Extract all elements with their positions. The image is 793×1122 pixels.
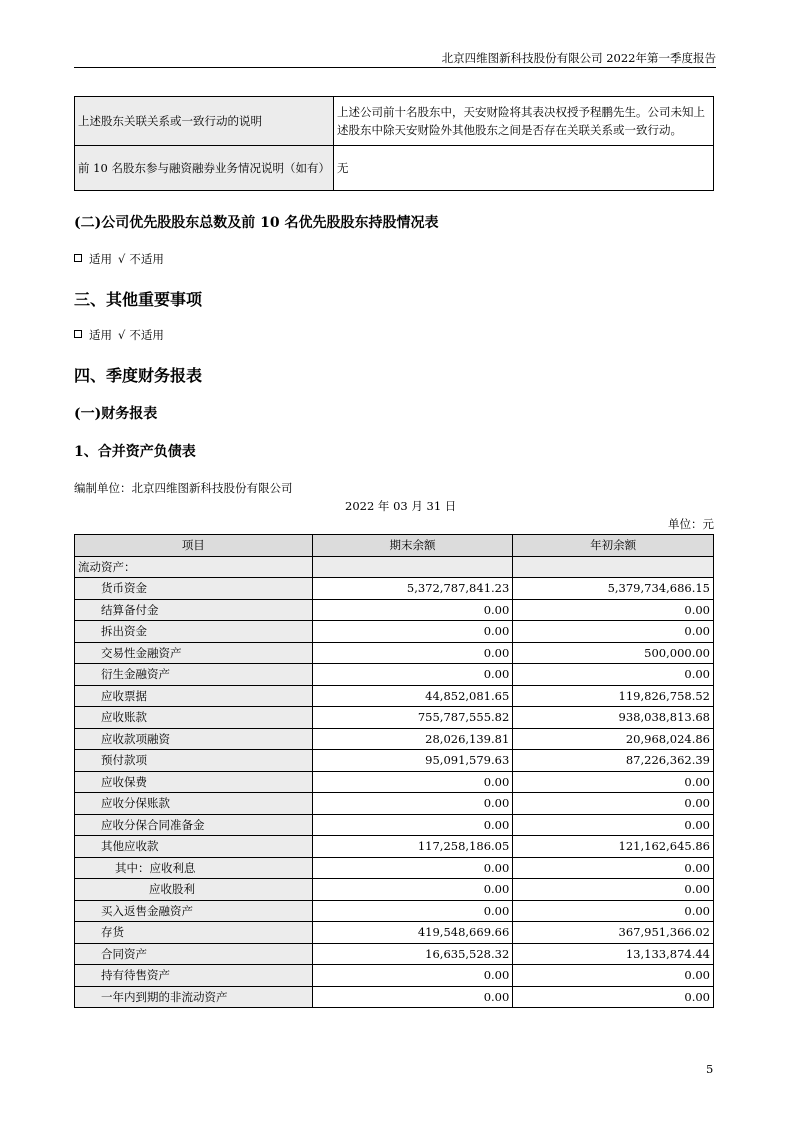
checkbox-icon [74, 254, 82, 262]
end-balance: 0.00 [312, 771, 513, 793]
line-item: 应收股利 [75, 879, 313, 901]
end-balance: 28,026,139.81 [312, 728, 513, 750]
end-balance: 0.00 [312, 599, 513, 621]
page-header: 北京四维图新科技股份有限公司 2022年第一季度报告 [441, 51, 716, 65]
margin-trading-value: 无 [334, 146, 714, 191]
begin-balance: 0.00 [513, 621, 714, 643]
line-item: 应收分保账款 [75, 793, 313, 815]
begin-balance: 87,226,362.39 [513, 750, 714, 772]
applicable-label: 适用 [89, 328, 112, 342]
not-applicable-label: 不适用 [129, 252, 164, 266]
section-label: 流动资产： [75, 556, 313, 578]
preferred-shareholders-heading: (二)公司优先股股东总数及前 10 名优先股股东持股情况表 [74, 215, 439, 231]
line-item: 货币资金 [75, 578, 313, 600]
currency-unit: 单位：元 [668, 517, 714, 531]
table-row [75, 814, 714, 836]
column-header-begin-balance: 年初余额 [513, 535, 714, 557]
end-balance: 0.00 [312, 986, 513, 1008]
begin-balance: 367,951,366.02 [513, 922, 714, 944]
begin-balance: 20,968,024.86 [513, 728, 714, 750]
begin-balance: 121,162,645.86 [513, 836, 714, 858]
table-row [75, 965, 714, 987]
line-item: 存货 [75, 922, 313, 944]
table-row [75, 836, 714, 858]
column-header-end-balance: 期末余额 [312, 535, 513, 557]
begin-balance: 0.00 [513, 664, 714, 686]
table-row [75, 642, 714, 664]
balance-sheet-heading: 1、合并资产负债表 [74, 444, 196, 460]
check-mark: √ [118, 252, 126, 266]
begin-balance: 0.00 [513, 814, 714, 836]
preparer-line: 编制单位：北京四维图新科技股份有限公司 [74, 481, 293, 495]
begin-balance: 0.00 [513, 965, 714, 987]
table-row [75, 793, 714, 815]
margin-trading-label: 前 10 名股东参与融资融券业务情况说明（如有） [75, 146, 334, 191]
line-item: 应收账款 [75, 707, 313, 729]
checkbox-icon [74, 330, 82, 338]
line-item: 买入返售金融资产 [75, 900, 313, 922]
table-row [75, 146, 714, 191]
table-row [75, 728, 714, 750]
begin-balance: 0.00 [513, 986, 714, 1008]
table-row [75, 621, 714, 643]
end-balance: 755,787,555.82 [312, 707, 513, 729]
relation-value: 上述公司前十名股东中，天安财险将其表决权授予程鹏先生。公司未知上述股东中除天安财险外其他股东之间是否存在关联关系或一致行动。 [334, 97, 714, 146]
end-balance: 117,258,186.05 [312, 836, 513, 858]
header-divider [74, 67, 716, 68]
table-row [75, 986, 714, 1008]
table-row [75, 900, 714, 922]
preferred-applicability [74, 251, 164, 267]
table-header-row [75, 535, 714, 557]
table-row [75, 664, 714, 686]
section-row [75, 556, 714, 578]
other-matters-heading: 三、其他重要事项 [74, 290, 203, 309]
end-balance: 0.00 [312, 793, 513, 815]
end-balance: 0.00 [312, 857, 513, 879]
end-balance: 0.00 [312, 621, 513, 643]
begin-balance: 0.00 [513, 900, 714, 922]
table-row [75, 707, 714, 729]
begin-balance: 938,038,813.68 [513, 707, 714, 729]
begin-balance: 13,133,874.44 [513, 943, 714, 965]
check-mark: √ [118, 328, 126, 342]
table-row [75, 750, 714, 772]
line-item: 应收保费 [75, 771, 313, 793]
begin-balance: 0.00 [513, 879, 714, 901]
table-row [75, 578, 714, 600]
table-row [75, 943, 714, 965]
line-item: 合同资产 [75, 943, 313, 965]
line-item: 其中：应收利息 [75, 857, 313, 879]
line-item: 交易性金融资产 [75, 642, 313, 664]
line-item: 其他应收款 [75, 836, 313, 858]
begin-balance: 500,000.00 [513, 642, 714, 664]
end-balance: 5,372,787,841.23 [312, 578, 513, 600]
table-row [75, 922, 714, 944]
shareholder-relation-table [74, 96, 714, 191]
end-balance: 0.00 [312, 642, 513, 664]
statement-date: 2022 年 03 月 31 日 [345, 499, 457, 513]
relation-label: 上述股东关联关系或一致行动的说明 [75, 97, 334, 146]
begin-balance: 0.00 [513, 857, 714, 879]
table-row [75, 857, 714, 879]
end-balance: 0.00 [312, 900, 513, 922]
column-header-item: 项目 [75, 535, 313, 557]
financial-statements-heading: (一)财务报表 [74, 406, 158, 422]
line-item: 应收款项融资 [75, 728, 313, 750]
quarterly-statements-heading: 四、季度财务报表 [74, 366, 203, 385]
end-balance: 0.00 [312, 879, 513, 901]
page-number: 5 [706, 1062, 714, 1076]
begin-balance: 0.00 [513, 599, 714, 621]
line-item: 预付款项 [75, 750, 313, 772]
table-row [75, 97, 714, 146]
end-balance: 44,852,081.65 [312, 685, 513, 707]
end-balance: 419,548,669.66 [312, 922, 513, 944]
not-applicable-label: 不适用 [129, 328, 164, 342]
line-item: 衍生金融资产 [75, 664, 313, 686]
end-balance: 0.00 [312, 965, 513, 987]
end-balance: 95,091,579.63 [312, 750, 513, 772]
begin-balance: 0.00 [513, 771, 714, 793]
line-item: 应收分保合同准备金 [75, 814, 313, 836]
table-row [75, 771, 714, 793]
line-item: 结算备付金 [75, 599, 313, 621]
applicable-label: 适用 [89, 252, 112, 266]
line-item: 持有待售资产 [75, 965, 313, 987]
table-row [75, 879, 714, 901]
begin-balance: 0.00 [513, 793, 714, 815]
line-item: 一年内到期的非流动资产 [75, 986, 313, 1008]
begin-balance: 119,826,758.52 [513, 685, 714, 707]
end-balance: 16,635,528.32 [312, 943, 513, 965]
end-balance: 0.00 [312, 814, 513, 836]
line-item: 应收票据 [75, 685, 313, 707]
table-row [75, 599, 714, 621]
other-matters-applicability [74, 327, 164, 343]
line-item: 拆出资金 [75, 621, 313, 643]
end-balance: 0.00 [312, 664, 513, 686]
balance-sheet-table [74, 534, 714, 1008]
table-row [75, 685, 714, 707]
begin-balance: 5,379,734,686.15 [513, 578, 714, 600]
